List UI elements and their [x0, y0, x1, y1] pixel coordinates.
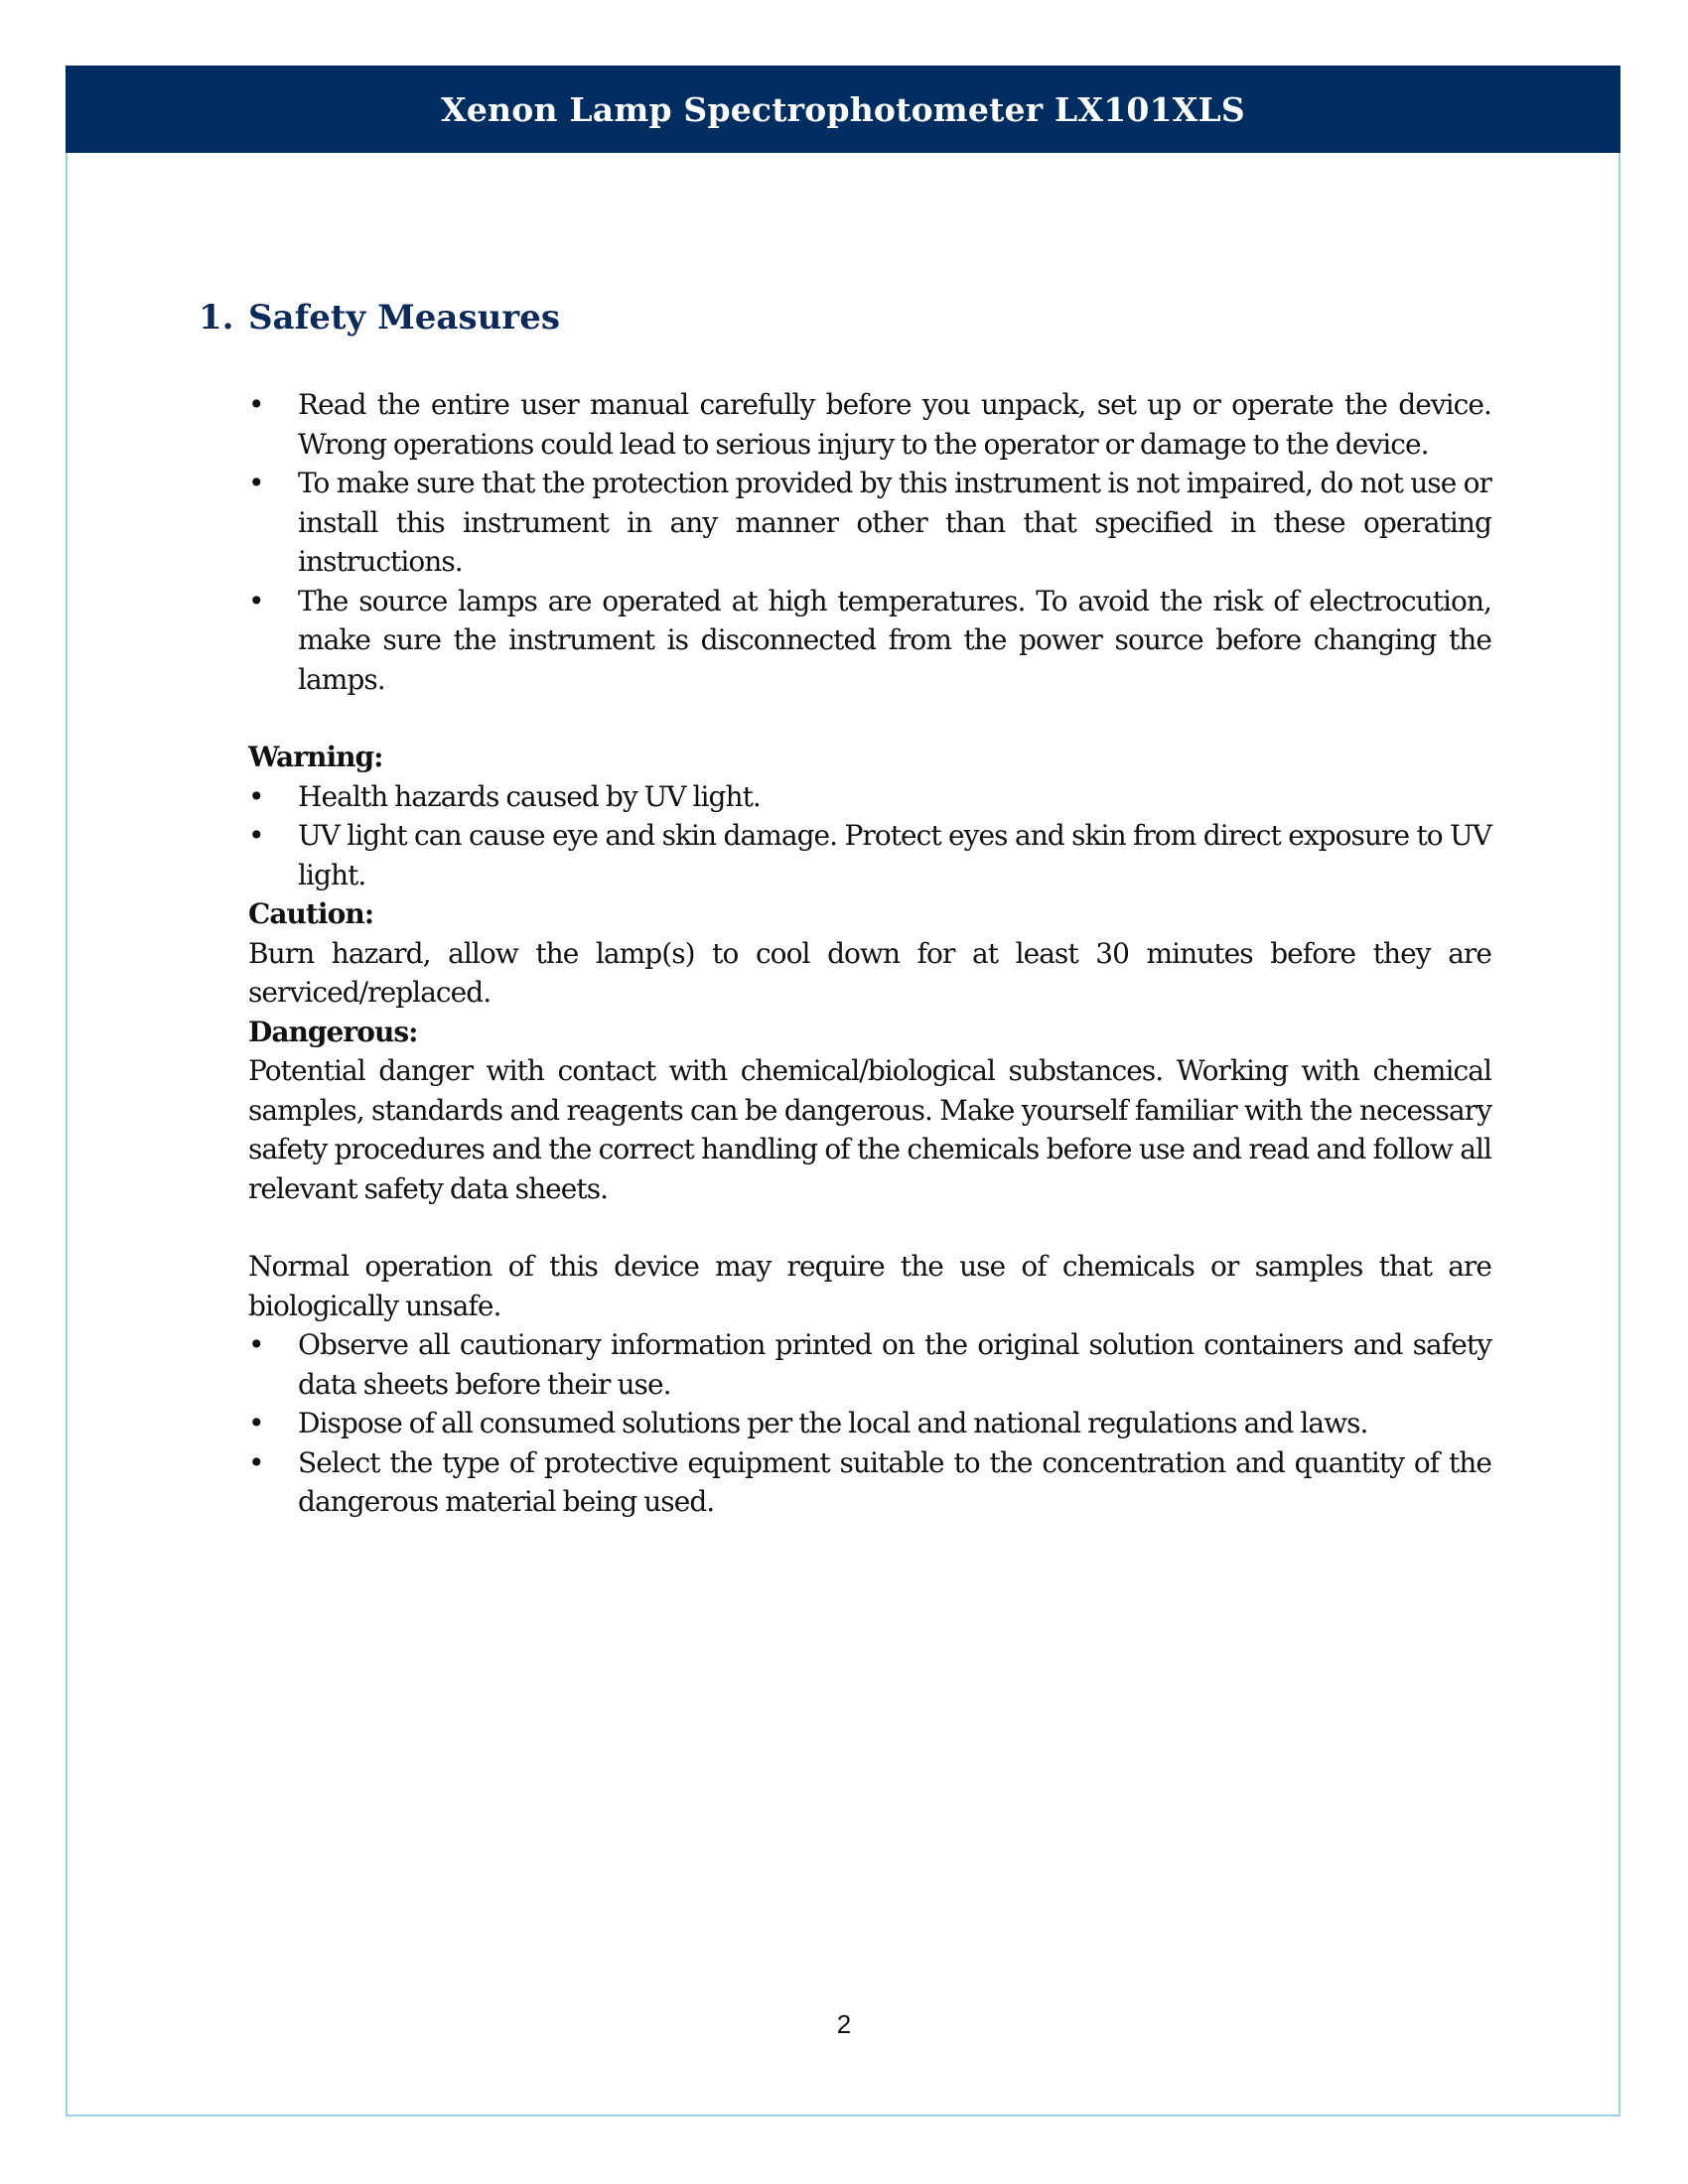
warning-label: Warning: [248, 741, 383, 773]
bullet-icon: • [248, 1445, 264, 1479]
normal-operation-text: Normal operation of this device may require the use of chemicals or samples that are biologically unsafe. [248, 1250, 1491, 1322]
list-item [248, 464, 1491, 582]
page-number: 2 [836, 2009, 852, 2039]
list-item-text: Select the type of protective equipment suitable to the concentration and quantity of the dangerous material being used. [298, 1445, 1491, 1518]
bullet-icon: • [248, 779, 264, 813]
list-item [248, 385, 1491, 464]
bullet-icon: • [248, 584, 264, 617]
list-item [248, 582, 1491, 700]
section-title: Safety Measures [248, 298, 560, 338]
warning-bullet-list [248, 777, 1491, 895]
bullet-icon: • [248, 1328, 264, 1361]
bullet-icon: • [248, 388, 264, 421]
caution-label: Caution: [248, 897, 374, 930]
section-heading [199, 298, 560, 338]
bullet-icon: • [248, 1407, 264, 1439]
content-body [248, 385, 1491, 1522]
section-number: 1. [199, 298, 234, 338]
list-item [248, 1404, 1491, 1443]
list-item-text: To make sure that the protection provided by this instrument is not impaired, do not use or install this instrument in any manner other than that specified in these operating instructions. [298, 467, 1491, 578]
list-item-text: Observe all cautionary information printed on the original solution containers and safety data sheets before their use. [298, 1328, 1491, 1401]
bullet-icon: • [248, 467, 264, 499]
list-item-text: The source lamps are operated at high temperatures. To avoid the risk of electrocution, make sure the instrument is disconnected from the power source before changing the lamps. [298, 584, 1491, 696]
list-item-text: Dispose of all consumed solutions per the local and national regulations and laws. [298, 1407, 1368, 1439]
list-item-text: UV light can cause eye and skin damage. Protect eyes and skin from direct exposure to UV light. [298, 819, 1491, 891]
list-item-text: Read the entire user manual carefully before you unpack, set up or operate the device. Wrong operations could lead to serious injury to the operator or damage to the device. [298, 388, 1491, 461]
list-item-text: Health hazards caused by UV light. [298, 779, 761, 813]
bullet-icon: • [248, 819, 264, 852]
list-item [248, 777, 1491, 817]
dangerous-text: Potential danger with contact with chemical/biological substances. Working with chemical samples, standards and reagents can be dangerous. Make yourself familiar with the necessary safety procedures and the correct handling of the chemicals before use and read and follow all relevant safety data sheets. [248, 1054, 1491, 1205]
caution-text: Burn hazard, allow the lamp(s) to cool down for at least 30 minutes before they are serviced/replaced. [248, 936, 1491, 1009]
list-item [248, 1443, 1491, 1522]
document-header [66, 66, 1620, 153]
dangerous-label: Dangerous: [248, 1015, 418, 1048]
document-title: Xenon Lamp Spectrophotometer LX101XLS [441, 89, 1245, 129]
normal-operation-bullet-list [248, 1325, 1491, 1522]
list-item [248, 1325, 1491, 1404]
list-item [248, 816, 1491, 894]
intro-bullet-list [248, 385, 1491, 699]
